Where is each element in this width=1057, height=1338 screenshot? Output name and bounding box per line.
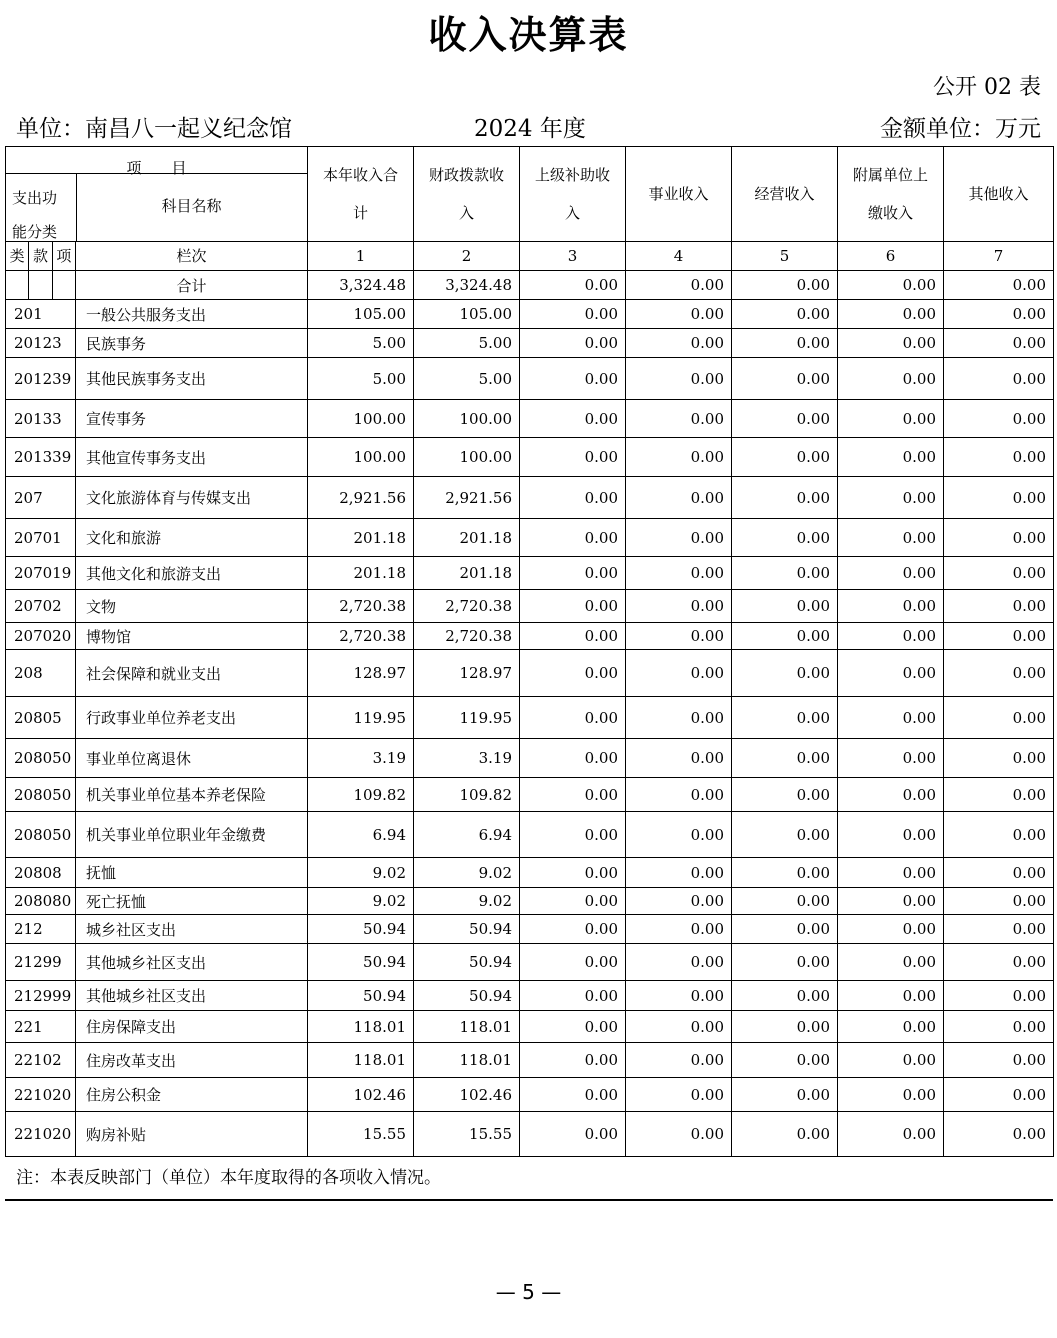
subject-code: 208	[6, 650, 76, 697]
amount-cell: 0.00	[520, 944, 626, 981]
amount-cell: 0.00	[732, 1078, 838, 1112]
subject-code: 21299	[6, 944, 76, 981]
table-row	[6, 858, 1054, 888]
total-value: 0.00	[944, 271, 1054, 300]
header-kuan: 款	[29, 242, 52, 270]
amount-cell: 0.00	[626, 1078, 732, 1112]
amount-cell: 0.00	[838, 329, 944, 358]
amount-cell: 0.00	[520, 858, 626, 888]
amount-cell: 0.00	[732, 888, 838, 915]
amount-cell: 0.00	[626, 300, 732, 329]
page-number: — 5 —	[495, 1280, 562, 1304]
col-number-6: 6	[838, 242, 944, 271]
amount-cell: 0.00	[626, 590, 732, 623]
amount-cell: 0.00	[944, 400, 1054, 438]
amount-cell: 0.00	[944, 888, 1054, 915]
amount-cell: 0.00	[732, 519, 838, 557]
amount-cell: 0.00	[944, 1011, 1054, 1043]
table-row	[6, 557, 1054, 590]
amount-cell: 0.00	[944, 981, 1054, 1011]
amount-cell: 0.00	[944, 915, 1054, 944]
header-item: 项 目	[126, 159, 187, 177]
subject-code: 221020	[6, 1112, 76, 1157]
amount-cell: 0.00	[520, 438, 626, 477]
subject-name: 民族事务	[76, 329, 308, 358]
table-row	[6, 697, 1054, 739]
table-row	[6, 1078, 1054, 1112]
subject-name: 住房公积金	[76, 1078, 308, 1112]
subject-name: 住房保障支出	[76, 1011, 308, 1043]
amount-cell: 0.00	[626, 778, 732, 812]
amount-cell: 0.00	[520, 915, 626, 944]
amount-cell: 50.94	[414, 915, 520, 944]
amount-cell: 15.55	[308, 1112, 414, 1157]
header-left	[6, 147, 308, 242]
amount-cell: 0.00	[838, 650, 944, 697]
amount-cell: 0.00	[732, 944, 838, 981]
table-row	[6, 812, 1054, 858]
amount-cell: 0.00	[838, 888, 944, 915]
subject-code: 207020	[6, 623, 76, 650]
amount-cell: 9.02	[414, 888, 520, 915]
amount-cell: 0.00	[838, 477, 944, 519]
table-row	[6, 1112, 1054, 1157]
table-row	[6, 400, 1054, 438]
amount-cell: 0.00	[732, 812, 838, 858]
amount-cell: 0.00	[944, 650, 1054, 697]
amount-cell: 50.94	[414, 981, 520, 1011]
amount-cell: 0.00	[520, 1112, 626, 1157]
table-row	[6, 981, 1054, 1011]
amount-cell: 0.00	[520, 812, 626, 858]
amount-cell: 0.00	[626, 358, 732, 400]
col-number-5: 5	[732, 242, 838, 271]
amount-cell: 100.00	[308, 400, 414, 438]
amount-cell: 0.00	[732, 697, 838, 739]
amount-cell: 0.00	[944, 858, 1054, 888]
total-code-cell	[6, 271, 76, 300]
table-note: 注：本表反映部门（单位）本年度取得的各项收入情况。	[16, 1168, 441, 1188]
amount-cell: 0.00	[838, 1011, 944, 1043]
amount-cell: 15.55	[414, 1112, 520, 1157]
amount-cell: 0.00	[520, 981, 626, 1011]
subject-name: 购房补贴	[76, 1112, 308, 1157]
total-value: 0.00	[520, 271, 626, 300]
amount-cell: 0.00	[944, 1078, 1054, 1112]
amount-cell: 0.00	[944, 739, 1054, 778]
amount-cell: 0.00	[732, 1011, 838, 1043]
amount-cell: 2,720.38	[308, 590, 414, 623]
reporting-unit: 单位：南昌八一起义纪念馆	[16, 116, 292, 142]
amount-cell: 0.00	[626, 812, 732, 858]
amount-cell: 119.95	[414, 697, 520, 739]
amount-cell: 102.46	[414, 1078, 520, 1112]
amount-cell: 0.00	[838, 358, 944, 400]
total-value: 0.00	[732, 271, 838, 300]
table-row	[6, 1043, 1054, 1078]
table-row	[6, 915, 1054, 944]
amount-unit: 金额单位：万元	[880, 116, 1041, 142]
subject-code: 201339	[6, 438, 76, 477]
amount-cell: 100.00	[414, 400, 520, 438]
subject-name: 其他民族事务支出	[76, 358, 308, 400]
header-col-1: 本年收入合计	[308, 147, 414, 242]
amount-cell: 0.00	[838, 1043, 944, 1078]
amount-cell: 0.00	[626, 400, 732, 438]
total-label: 合计	[76, 271, 308, 300]
amount-cell: 0.00	[520, 1078, 626, 1112]
amount-cell: 109.82	[308, 778, 414, 812]
subject-code: 212999	[6, 981, 76, 1011]
col-number-2: 2	[414, 242, 520, 271]
table-row	[6, 519, 1054, 557]
subject-code: 208080	[6, 888, 76, 915]
amount-cell: 0.00	[838, 1112, 944, 1157]
amount-cell: 0.00	[732, 329, 838, 358]
amount-cell: 0.00	[626, 623, 732, 650]
table-row	[6, 300, 1054, 329]
amount-cell: 0.00	[626, 944, 732, 981]
header-lan-ci: 栏次	[76, 242, 308, 271]
subject-name: 其他城乡社区支出	[76, 944, 308, 981]
total-value: 0.00	[626, 271, 732, 300]
document-title: 收入决算表	[428, 13, 629, 57]
amount-cell: 0.00	[520, 477, 626, 519]
amount-cell: 128.97	[308, 650, 414, 697]
amount-cell: 0.00	[944, 477, 1054, 519]
amount-cell: 0.00	[520, 739, 626, 778]
amount-cell: 0.00	[838, 300, 944, 329]
amount-cell: 201.18	[414, 519, 520, 557]
total-value: 3,324.48	[414, 271, 520, 300]
subject-name: 城乡社区支出	[76, 915, 308, 944]
subject-name: 其他文化和旅游支出	[76, 557, 308, 590]
amount-cell: 50.94	[308, 915, 414, 944]
amount-cell: 0.00	[626, 858, 732, 888]
amount-cell: 0.00	[520, 1043, 626, 1078]
amount-cell: 0.00	[838, 812, 944, 858]
amount-cell: 201.18	[414, 557, 520, 590]
amount-cell: 0.00	[626, 557, 732, 590]
subject-code: 207019	[6, 557, 76, 590]
amount-cell: 0.00	[944, 329, 1054, 358]
header-row	[6, 147, 1054, 242]
amount-cell: 0.00	[732, 590, 838, 623]
amount-cell: 0.00	[626, 981, 732, 1011]
amount-cell: 0.00	[838, 557, 944, 590]
subject-name: 机关事业单位职业年金缴费	[76, 812, 308, 858]
header-col-6: 附属单位上缴收入	[838, 147, 944, 242]
header-subject-name: 科目名称	[161, 197, 222, 215]
amount-cell: 0.00	[520, 557, 626, 590]
amount-cell: 0.00	[520, 888, 626, 915]
amount-cell: 0.00	[732, 650, 838, 697]
bottom-rule	[5, 1199, 1053, 1201]
amount-cell: 0.00	[732, 1112, 838, 1157]
amount-cell: 2,921.56	[308, 477, 414, 519]
amount-cell: 0.00	[838, 944, 944, 981]
amount-cell: 0.00	[838, 739, 944, 778]
col-number-1: 1	[308, 242, 414, 271]
amount-cell: 0.00	[520, 650, 626, 697]
subject-code: 208050	[6, 739, 76, 778]
amount-cell: 119.95	[308, 697, 414, 739]
subject-name: 社会保障和就业支出	[76, 650, 308, 697]
amount-cell: 9.02	[308, 888, 414, 915]
amount-cell: 0.00	[732, 438, 838, 477]
amount-cell: 0.00	[732, 739, 838, 778]
table-row	[6, 329, 1054, 358]
amount-cell: 3.19	[308, 739, 414, 778]
amount-cell: 0.00	[626, 650, 732, 697]
amount-cell: 5.00	[414, 358, 520, 400]
amount-cell: 0.00	[838, 623, 944, 650]
amount-cell: 0.00	[520, 358, 626, 400]
amount-cell: 201.18	[308, 557, 414, 590]
header-col-7: 其他收入	[944, 147, 1054, 242]
subject-code: 22102	[6, 1043, 76, 1078]
amount-cell: 0.00	[944, 944, 1054, 981]
header-col-4: 事业收入	[626, 147, 732, 242]
amount-cell: 0.00	[520, 590, 626, 623]
table-row	[6, 739, 1054, 778]
amount-cell: 100.00	[308, 438, 414, 477]
amount-cell: 109.82	[414, 778, 520, 812]
amount-cell: 0.00	[626, 697, 732, 739]
amount-cell: 2,720.38	[414, 623, 520, 650]
amount-cell: 0.00	[520, 329, 626, 358]
amount-cell: 6.94	[308, 812, 414, 858]
subject-name: 机关事业单位基本养老保险	[76, 778, 308, 812]
table-row	[6, 438, 1054, 477]
subject-name: 博物馆	[76, 623, 308, 650]
amount-cell: 0.00	[838, 1078, 944, 1112]
amount-cell: 0.00	[520, 623, 626, 650]
total-value: 0.00	[838, 271, 944, 300]
amount-cell: 0.00	[520, 300, 626, 329]
subject-code: 201	[6, 300, 76, 329]
subject-code: 20702	[6, 590, 76, 623]
subject-code: 20808	[6, 858, 76, 888]
amount-cell: 0.00	[944, 812, 1054, 858]
header-col-5: 经营收入	[732, 147, 838, 242]
amount-cell: 0.00	[626, 888, 732, 915]
amount-cell: 0.00	[944, 778, 1054, 812]
table-row	[6, 590, 1054, 623]
header-xiang: 项	[56, 247, 72, 265]
amount-cell: 2,720.38	[308, 623, 414, 650]
amount-cell: 118.01	[414, 1043, 520, 1078]
table-row	[6, 358, 1054, 400]
amount-cell: 0.00	[732, 557, 838, 590]
subject-code: 201239	[6, 358, 76, 400]
amount-cell: 0.00	[626, 915, 732, 944]
amount-cell: 5.00	[308, 358, 414, 400]
subject-code: 20123	[6, 329, 76, 358]
form-number: 公开 02 表	[933, 75, 1041, 100]
amount-cell: 2,921.56	[414, 477, 520, 519]
amount-cell: 0.00	[732, 300, 838, 329]
amount-cell: 0.00	[626, 438, 732, 477]
subject-name: 行政事业单位养老支出	[76, 697, 308, 739]
amount-cell: 0.00	[732, 477, 838, 519]
amount-cell: 0.00	[520, 519, 626, 557]
amount-cell: 0.00	[520, 1011, 626, 1043]
amount-cell: 0.00	[732, 1043, 838, 1078]
subject-name: 抚恤	[76, 858, 308, 888]
amount-cell: 0.00	[732, 400, 838, 438]
amount-cell: 0.00	[838, 400, 944, 438]
total-row	[6, 271, 1054, 300]
amount-cell: 0.00	[732, 623, 838, 650]
table-row	[6, 778, 1054, 812]
subject-code: 20133	[6, 400, 76, 438]
table-row	[6, 944, 1054, 981]
subject-code: 20701	[6, 519, 76, 557]
subject-name: 死亡抚恤	[76, 888, 308, 915]
total-value: 3,324.48	[308, 271, 414, 300]
amount-cell: 0.00	[944, 358, 1054, 400]
amount-cell: 105.00	[308, 300, 414, 329]
amount-cell: 0.00	[732, 858, 838, 888]
table-row	[6, 477, 1054, 519]
subject-name: 宣传事务	[76, 400, 308, 438]
col-number-3: 3	[520, 242, 626, 271]
subject-code: 208050	[6, 778, 76, 812]
amount-cell: 0.00	[944, 557, 1054, 590]
column-number-row	[6, 242, 1054, 271]
header-col-3: 上级补助收入	[520, 147, 626, 242]
header-col-2: 财政拨款收入	[414, 147, 520, 242]
amount-cell: 0.00	[944, 590, 1054, 623]
subject-name: 文化和旅游	[76, 519, 308, 557]
table-row	[6, 650, 1054, 697]
amount-cell: 0.00	[838, 438, 944, 477]
table-row	[6, 1011, 1054, 1043]
fiscal-year: 2024 年度	[474, 116, 586, 142]
amount-cell: 0.00	[626, 739, 732, 778]
subject-code: 207	[6, 477, 76, 519]
subject-code: 221020	[6, 1078, 76, 1112]
amount-cell: 50.94	[308, 981, 414, 1011]
header-lei: 类	[6, 242, 29, 270]
amount-cell: 0.00	[838, 915, 944, 944]
subject-code: 20805	[6, 697, 76, 739]
subject-name: 一般公共服务支出	[76, 300, 308, 329]
amount-cell: 50.94	[414, 944, 520, 981]
amount-cell: 0.00	[732, 981, 838, 1011]
amount-cell: 0.00	[520, 778, 626, 812]
amount-cell: 5.00	[414, 329, 520, 358]
amount-cell: 100.00	[414, 438, 520, 477]
amount-cell: 0.00	[732, 778, 838, 812]
amount-cell: 0.00	[944, 623, 1054, 650]
subject-name: 事业单位离退休	[76, 739, 308, 778]
amount-cell: 9.02	[308, 858, 414, 888]
amount-cell: 6.94	[414, 812, 520, 858]
amount-cell: 102.46	[308, 1078, 414, 1112]
col-number-4: 4	[626, 242, 732, 271]
amount-cell: 5.00	[308, 329, 414, 358]
table-row	[6, 623, 1054, 650]
subject-name: 其他宣传事务支出	[76, 438, 308, 477]
amount-cell: 0.00	[944, 438, 1054, 477]
amount-cell: 128.97	[414, 650, 520, 697]
amount-cell: 0.00	[944, 697, 1054, 739]
lei-kuan-xiang	[6, 242, 76, 271]
amount-cell: 0.00	[838, 981, 944, 1011]
amount-cell: 0.00	[732, 358, 838, 400]
amount-cell: 50.94	[308, 944, 414, 981]
header-func-class: 支出功能分类	[12, 189, 58, 241]
amount-cell: 2,720.38	[414, 590, 520, 623]
amount-cell: 0.00	[626, 1112, 732, 1157]
amount-cell: 0.00	[520, 400, 626, 438]
amount-cell: 0.00	[944, 1112, 1054, 1157]
subject-name: 文物	[76, 590, 308, 623]
subject-name: 住房改革支出	[76, 1043, 308, 1078]
amount-cell: 201.18	[308, 519, 414, 557]
amount-cell: 0.00	[838, 590, 944, 623]
amount-cell: 118.01	[414, 1011, 520, 1043]
amount-cell: 0.00	[838, 697, 944, 739]
amount-cell: 0.00	[838, 858, 944, 888]
amount-cell: 105.00	[414, 300, 520, 329]
subject-name: 其他城乡社区支出	[76, 981, 308, 1011]
income-table	[5, 146, 1054, 1157]
subject-code: 221	[6, 1011, 76, 1043]
amount-cell: 9.02	[414, 858, 520, 888]
amount-cell: 3.19	[414, 739, 520, 778]
amount-cell: 0.00	[944, 1043, 1054, 1078]
amount-cell: 0.00	[626, 1011, 732, 1043]
amount-cell: 0.00	[838, 778, 944, 812]
amount-cell: 0.00	[944, 519, 1054, 557]
amount-cell: 0.00	[626, 329, 732, 358]
amount-cell: 0.00	[626, 1043, 732, 1078]
table-row	[6, 888, 1054, 915]
amount-cell: 0.00	[626, 519, 732, 557]
amount-cell: 0.00	[838, 519, 944, 557]
subject-code: 212	[6, 915, 76, 944]
amount-cell: 0.00	[944, 300, 1054, 329]
amount-cell: 0.00	[732, 915, 838, 944]
amount-cell: 118.01	[308, 1043, 414, 1078]
amount-cell: 0.00	[520, 697, 626, 739]
col-number-7: 7	[944, 242, 1054, 271]
amount-cell: 118.01	[308, 1011, 414, 1043]
amount-cell: 0.00	[626, 477, 732, 519]
subject-code: 208050	[6, 812, 76, 858]
subject-name: 文化旅游体育与传媒支出	[76, 477, 308, 519]
